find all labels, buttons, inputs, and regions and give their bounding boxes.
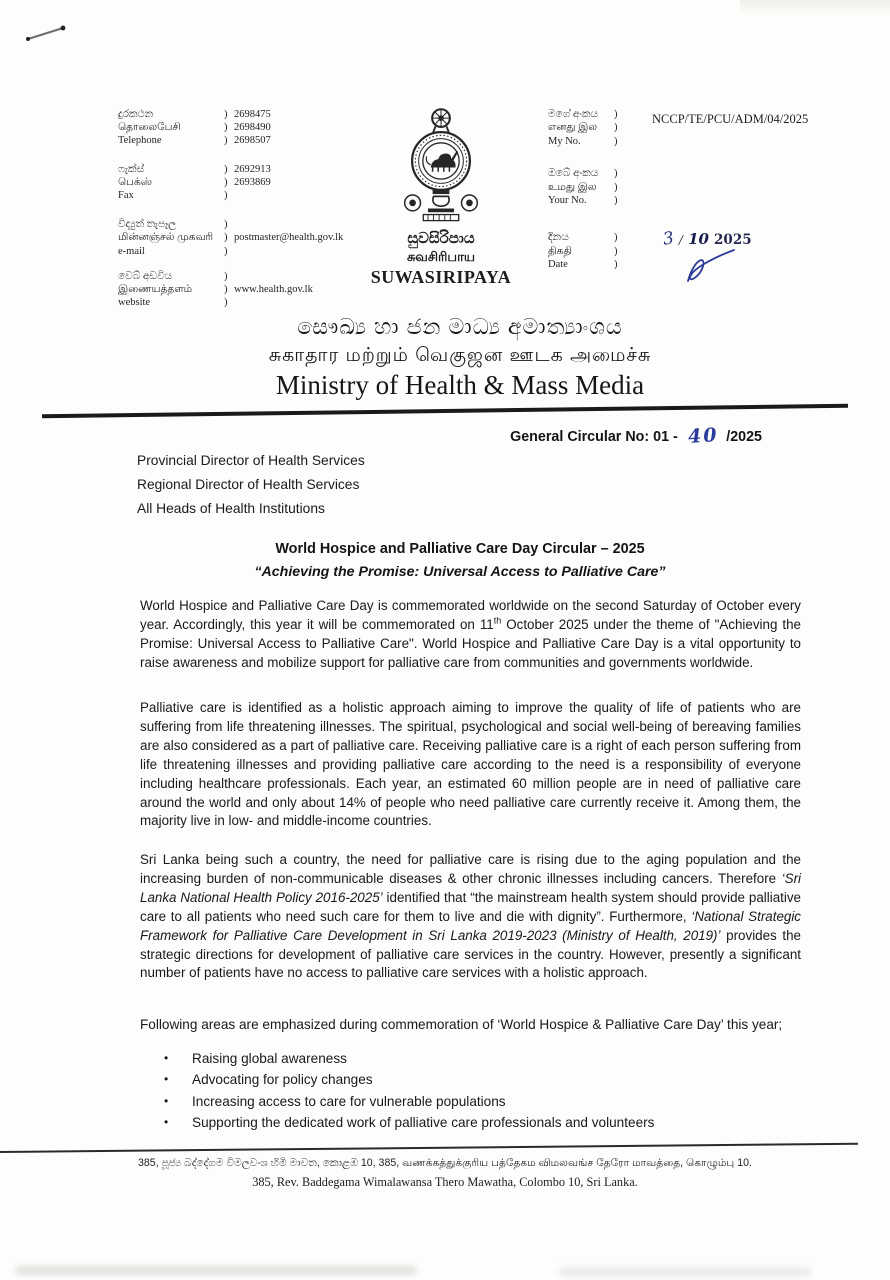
bracket: ) [614,232,618,244]
fax-number: 2692913 [234,163,271,175]
bullet-dot-icon: • [164,1051,169,1065]
ref-row [548,245,624,258]
suwasiripaya-tamil: சுவசிரிபாய [406,249,476,264]
ref-row [548,181,624,194]
telephone-label-si: දුරකථන [118,109,154,120]
website-label-si: වෙබ් අඩවිය [118,270,173,282]
scan-shadow-top-right [740,0,890,16]
bracket: ) [224,109,228,120]
bracket: ) [614,195,618,207]
bracket: ) [224,176,228,188]
suwasiripaya-english: SUWASIRIPAYA [370,267,512,287]
addressee-list [137,449,365,520]
bullet-dot-icon: • [164,1093,169,1108]
telephone-label-en: Telephone [118,135,162,147]
fax-label-si: ෆැක්ස් [118,163,145,175]
contact-row [118,283,343,296]
contact-telephone-group [118,108,343,148]
fax-label-en: Fax [118,190,134,202]
paragraph-1: World Hospice and Palliative Care Day is commemorated worldwide on the second Saturday of October every year. Accordingly, this year it will be commemorated on 11th October 2025 under the theme of "Achieving the Promise: Universal Access to Palliative Care". World Hospice and Palliative Care Day is a vital opportunity to raise awareness and mobilize support for palliative care from communities and governments worldwide. [140,598,801,670]
my-no-label-si: මගේ අංකය [548,109,599,120]
date-label-en: Date [548,259,568,271]
scan-smudge [16,1266,416,1275]
bracket: ) [224,232,228,244]
suwasiripaya-name-block [345,229,537,288]
ref-row [548,167,624,180]
telephone-number: 2698490 [234,122,271,134]
bracket: ) [224,270,228,282]
ministry-title-english: Ministry of Health & Mass Media [275,370,645,400]
telephone-number: 2698507 [234,135,271,147]
contact-row [118,108,343,121]
date-separator: / [678,233,683,247]
your-no-group [548,167,624,207]
bracket: ) [614,122,618,134]
bullet-dot-icon: • [164,1072,169,1087]
addressee-line: All Heads of Health Institutions [137,500,325,516]
circular-number-suffix: /2025 [726,429,762,445]
pen-mark-icon [24,22,70,46]
bracket: ) [224,135,228,147]
contact-fax-group [118,163,343,203]
contact-row [118,245,343,258]
bracket: ) [614,135,618,147]
your-no-label-si: ඔබේ අංකය [548,168,599,180]
bullet-item [164,1091,654,1112]
email-label-en: e-mail [118,245,145,257]
bullet-item [164,1069,654,1090]
ministry-title-block [55,311,865,401]
reference-block [548,108,624,272]
contact-row [118,121,343,134]
my-no-group [548,108,624,148]
fax-number: 2693869 [234,176,271,188]
ref-row [548,258,624,271]
ref-row [548,194,624,207]
bracket: ) [614,181,618,193]
footer-address-english: 385, Rev. Baddegama Wimalawansa Thero Mawatha, Colombo 10, Sri Lanka. [252,1175,638,1189]
addressee-line: Provincial Director of Health Services [137,453,365,468]
scan-smudge [560,1268,810,1276]
website-url: www.health.gov.lk [234,284,313,296]
suwasiripaya-sinhala: සුවසිරිපාය [407,230,475,247]
date-day: 3 [661,228,676,250]
contact-row [118,218,343,231]
website-label-en: website [118,297,151,309]
ministry-title-sinhala: සෞඛ්‍ය හා ජන මාධ්‍ය අමාත්‍යාංශය [297,314,623,339]
contact-row [118,231,343,244]
bracket: ) [224,297,228,309]
document-title: World Hospice and Palliative Care Day Circular – 2025 [275,541,645,557]
bracket: ) [224,219,228,231]
my-no-value: NCCP/TE/PCU/ADM/04/2025 [652,112,809,126]
bullet-text: Raising global awareness [192,1051,347,1066]
date-year: 2025 [714,232,752,248]
your-no-label-en: Your No. [548,195,587,207]
bracket: ) [614,109,618,120]
contact-row [118,189,343,202]
contact-row [118,296,343,309]
contact-row [118,270,343,283]
addressee-line: Regional Director of Health Services [137,476,360,492]
email-label-ta: மின்னஞ்சல் முகவரி [118,232,214,244]
date-label-si: දිනය [548,232,569,244]
document-subtitle: “Achieving the Promise: Universal Access to Palliative Care” [254,564,666,580]
fax-label-ta: பெக்ஸ் [118,176,152,188]
general-circular-number [380,423,762,449]
bullet-item [164,1112,654,1133]
ref-row [548,135,624,148]
contact-row [118,176,343,189]
contact-row [118,134,343,147]
signature-icon [676,247,740,291]
footer-rule [0,1143,858,1153]
paragraph-3: Sri Lanka being such a country, the need for palliative care is rising due to the aging population and the increasing burden of non-communicable diseases & other chronic illnesses including cancers. Therefore ‘Sri Lanka National Health Policy 2016-2025’ identified that “the mainstream health system should provide palliative care to all patients who need such care for them to live and die with dignity”. Furthermore, ‘National Strategic Framework for Palliative Care Development in Sri Lanka 2019-2023 (Ministry of Health, 2019)’ provides the strategic directions for development of palliative care services in the country. However, presently a significant number of patients have no access to palliative care services with a holistic approach. [140,852,802,981]
my-no-label-ta: எனது இல [548,122,598,134]
contact-block [118,108,343,309]
footer-address-sinhala-tamil: 385, පූජ්‍ය බද්දේගම විමලවංශ හිමි මාවත, කොළඹ 10, 385, வணக்கத்துக்குரிய பத்தேகம விமலவங்ச தேரோ மாவத்தை, கொழும்பு 10. [138,1157,752,1169]
telephone-number: 2698475 [234,109,271,120]
email-label-si: විද්‍යුත් තැපෑල [118,219,177,231]
ref-row [548,121,624,134]
bracket: ) [614,245,618,257]
contact-email-group [118,218,343,258]
paragraph-2: Palliative care is identified as a holistic approach aiming to improve the quality of life of patients who are suffering from life threatening illnesses. The spiritual, psychological and social well-being of bereaving families are also considered as a part of palliative care. Receiving palliative care is a right of each person suffering from life threatening illnesses and providing palliative care according to the need is a responsibility of everyone including healthcare professionals. Each year, an estimated 60 million people are in need of palliative care around the world and only about 14% of people who need palliative care currently receive it. Among them, the majority live in low- and middle-income countries. [140,700,801,829]
bracket: ) [614,168,618,180]
bullet-dot-icon: • [164,1115,169,1130]
bracket: ) [224,245,228,257]
website-label-ta: இணையத்தளம் [118,284,193,296]
circular-number-handwritten: 40 [687,423,720,449]
bracket: ) [224,122,228,134]
bracket: ) [614,259,618,271]
your-no-label-ta: உமது இல [548,181,597,193]
date-month: 10 [688,230,709,248]
ref-row [548,108,624,121]
date-group [548,231,624,271]
bullet-list [164,1048,654,1134]
email-address: postmaster@health.gov.lk [234,232,344,244]
contact-row [118,163,343,176]
emphasis-intro-line: Following areas are emphasized during commemoration of ‘World Hospice & Palliative Care Day’ this year; [140,1017,783,1032]
bullet-text: Supporting the dedicated work of palliative care professionals and volunteers [192,1115,655,1131]
contact-website-group [118,270,343,310]
telephone-label-ta: தொலைபேசி [118,122,181,134]
ref-row [548,231,624,244]
date-label-ta: திகதி [548,245,572,257]
header-rule [42,404,848,418]
bracket: ) [224,284,228,296]
circular-number-prefix: General Circular No: 01 - [510,429,678,445]
bullet-item [164,1048,654,1069]
bullet-text: Advocating for policy changes [192,1072,373,1088]
my-no-label-en: My No. [548,135,581,147]
date-handwritten [663,229,752,249]
bracket: ) [224,190,228,202]
ministry-title-tamil: சுகாதார மற்றும் வெகுஜன ஊடக அமைச்சு [268,345,652,366]
bullet-text: Increasing access to care for vulnerable populations [192,1093,506,1109]
bracket: ) [224,163,228,175]
sri-lanka-national-emblem-icon [399,106,483,229]
